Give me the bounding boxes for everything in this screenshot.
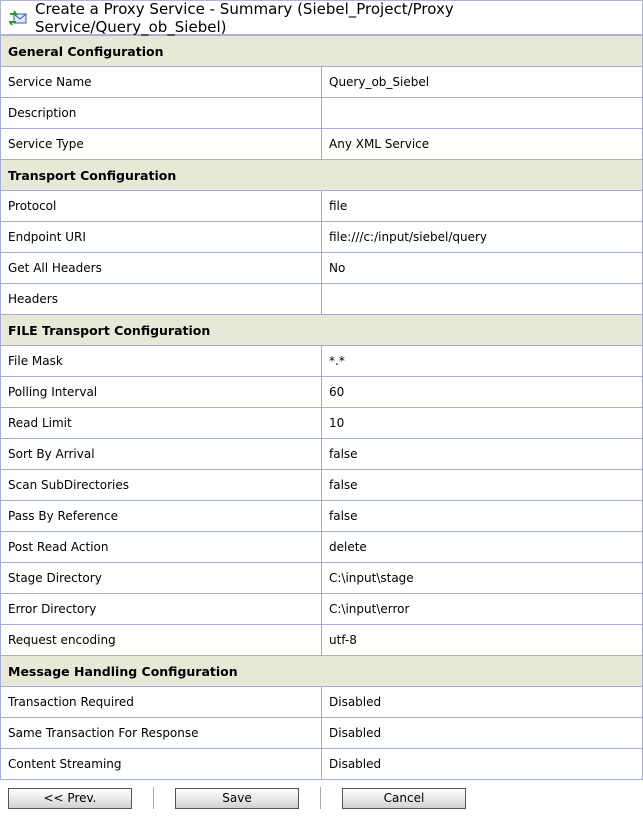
table-row — [1, 129, 643, 160]
section-title: General Configuration — [1, 36, 643, 67]
table-row — [1, 749, 643, 780]
field-label: Content Streaming — [1, 749, 322, 780]
divider — [153, 787, 154, 809]
field-value: No — [322, 253, 643, 284]
field-label: Scan SubDirectories — [1, 470, 322, 501]
table-row — [1, 532, 643, 563]
table-row — [1, 563, 643, 594]
table-row — [1, 439, 643, 470]
field-label: Transaction Required — [1, 687, 322, 718]
field-value: *.* — [322, 346, 643, 377]
field-label: Polling Interval — [1, 377, 322, 408]
field-value: Query_ob_Siebel — [322, 67, 643, 98]
section-title: Transport Configuration — [1, 160, 643, 191]
field-label: Headers — [1, 284, 322, 315]
field-label: Protocol — [1, 191, 322, 222]
field-value: file — [322, 191, 643, 222]
table-row — [1, 625, 643, 656]
field-value: C:\input\error — [322, 594, 643, 625]
section-title: Message Handling Configuration — [1, 656, 643, 687]
field-label: Endpoint URI — [1, 222, 322, 253]
field-value: 60 — [322, 377, 643, 408]
section-title: FILE Transport Configuration — [1, 315, 643, 346]
table-row — [1, 594, 643, 625]
field-value: utf-8 — [322, 625, 643, 656]
field-label: Description — [1, 98, 322, 129]
field-value: Disabled — [322, 749, 643, 780]
field-value: 10 — [322, 408, 643, 439]
field-label: File Mask — [1, 346, 322, 377]
field-value: false — [322, 501, 643, 532]
save-button[interactable]: Save — [175, 788, 299, 809]
field-value: false — [322, 439, 643, 470]
field-label: Pass By Reference — [1, 501, 322, 532]
field-label: Stage Directory — [1, 563, 322, 594]
field-value: C:\input\stage — [322, 563, 643, 594]
table-row — [1, 284, 643, 315]
table-row — [1, 346, 643, 377]
table-row — [1, 67, 643, 98]
field-label: Error Directory — [1, 594, 322, 625]
table-row — [1, 408, 643, 439]
table-row — [1, 191, 643, 222]
field-value — [322, 284, 643, 315]
button-bar — [0, 786, 643, 810]
field-value: file:///c:/input/siebel/query — [322, 222, 643, 253]
field-label: Service Name — [1, 67, 322, 98]
table-row — [1, 501, 643, 532]
field-label: Get All Headers — [1, 253, 322, 284]
page-header — [0, 0, 643, 35]
field-label: Read Limit — [1, 408, 322, 439]
section-header — [1, 36, 643, 67]
field-label: Request encoding — [1, 625, 322, 656]
page-title: Create a Proxy Service - Summary (Siebel_Project/Proxy Service/Query_ob_Siebel) — [35, 0, 454, 36]
table-row — [1, 687, 643, 718]
field-label: Sort By Arrival — [1, 439, 322, 470]
table-row — [1, 718, 643, 749]
table-row — [1, 470, 643, 501]
divider — [320, 787, 321, 809]
section-header — [1, 160, 643, 191]
field-label: Same Transaction For Response — [1, 718, 322, 749]
summary-table — [0, 35, 643, 780]
field-value: Disabled — [322, 687, 643, 718]
table-row — [1, 253, 643, 284]
field-value: delete — [322, 532, 643, 563]
field-value: Disabled — [322, 718, 643, 749]
field-label: Post Read Action — [1, 532, 322, 563]
field-value: false — [322, 470, 643, 501]
section-header — [1, 656, 643, 687]
prev-button[interactable]: << Prev. — [8, 788, 132, 809]
table-row — [1, 222, 643, 253]
table-row — [1, 98, 643, 129]
proxy-service-icon — [9, 10, 27, 26]
field-label: Service Type — [1, 129, 322, 160]
cancel-button[interactable]: Cancel — [342, 788, 466, 809]
table-row — [1, 377, 643, 408]
section-header — [1, 315, 643, 346]
field-value: Any XML Service — [322, 129, 643, 160]
field-value — [322, 98, 643, 129]
